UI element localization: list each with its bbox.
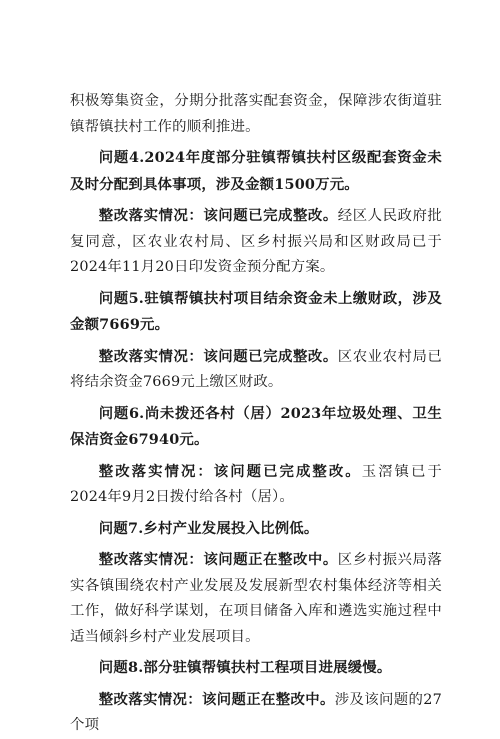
paragraph-issue-4 (70, 145, 442, 198)
paragraph-1 (70, 88, 442, 140)
issue-8-status-lead: 整改落实情况：该问题正在整改中。 (98, 690, 335, 708)
paragraph-issue-8-status (70, 687, 442, 739)
issue-8-heading: 问题8.部分驻镇帮镇扶村工程项目进展缓慢。 (98, 659, 392, 676)
issue-6-status-text: 玉滘镇已于2024年9月2日拨付给各村（居）。 (70, 463, 442, 505)
paragraph-issue-7-status (70, 547, 442, 650)
paragraph-issue-8 (70, 655, 442, 682)
issue-4-status-text: 经区人民政府批复同意，区农业农村局、区乡村振兴局和区财政局已于2024年11月20日印发资金预分配方案。 (70, 208, 443, 275)
paragraph-issue-7 (70, 516, 442, 543)
issue-5-heading: 问题5.驻镇帮镇扶村项目结余资金未上缴财政，涉及金额7669元。 (70, 289, 442, 333)
paragraph-issue-4-status (70, 203, 442, 281)
issue-5-status-text: 区农业农村局已将结余资金7669元上缴区财政。 (70, 348, 443, 390)
issue-7-status-text: 区乡村振兴局落实各镇围绕农村产业发展及发展新型农村集体经济等相关工作，做好科学谋划，在项目储备入库和遴选实施过程中适当倾斜乡村产业发展项目。 (70, 552, 443, 645)
issue-5-status-lead: 整改落实情况：该问题已完成整改。 (98, 347, 338, 365)
issue-4-heading: 问题4.2024年度部分驻镇帮镇扶村区级配套资金未及时分配到具体事项，涉及金额1500万元。 (70, 149, 442, 193)
issue-7-heading: 问题7.乡村产业发展投入比例低。 (98, 519, 319, 537)
issue-6-heading: 问题6.尚未拨还各村（居）2023年垃圾处理、卫生保洁资金67940元。 (70, 404, 442, 448)
issue-8-status-text: 涉及该问题的27个项 (70, 691, 443, 733)
issue-6-status-lead: 整改落实情况：该问题已完成整改。 (98, 462, 362, 480)
paragraph-issue-6 (70, 401, 442, 454)
issue-7-status-lead: 整改落实情况：该问题正在整改中。 (98, 551, 338, 568)
paragraph-issue-5-status (70, 344, 442, 396)
document-body (70, 88, 442, 739)
paragraph-issue-6-status (70, 459, 442, 511)
paragraph-1-text: 积极筹集资金，分期分批落实配套资金，保障涉农街道驻镇帮镇扶村工作的顺利推进。 (70, 93, 442, 135)
paragraph-issue-5 (70, 286, 442, 339)
issue-4-status-lead: 整改落实情况：该问题已完成整改。 (98, 207, 338, 224)
